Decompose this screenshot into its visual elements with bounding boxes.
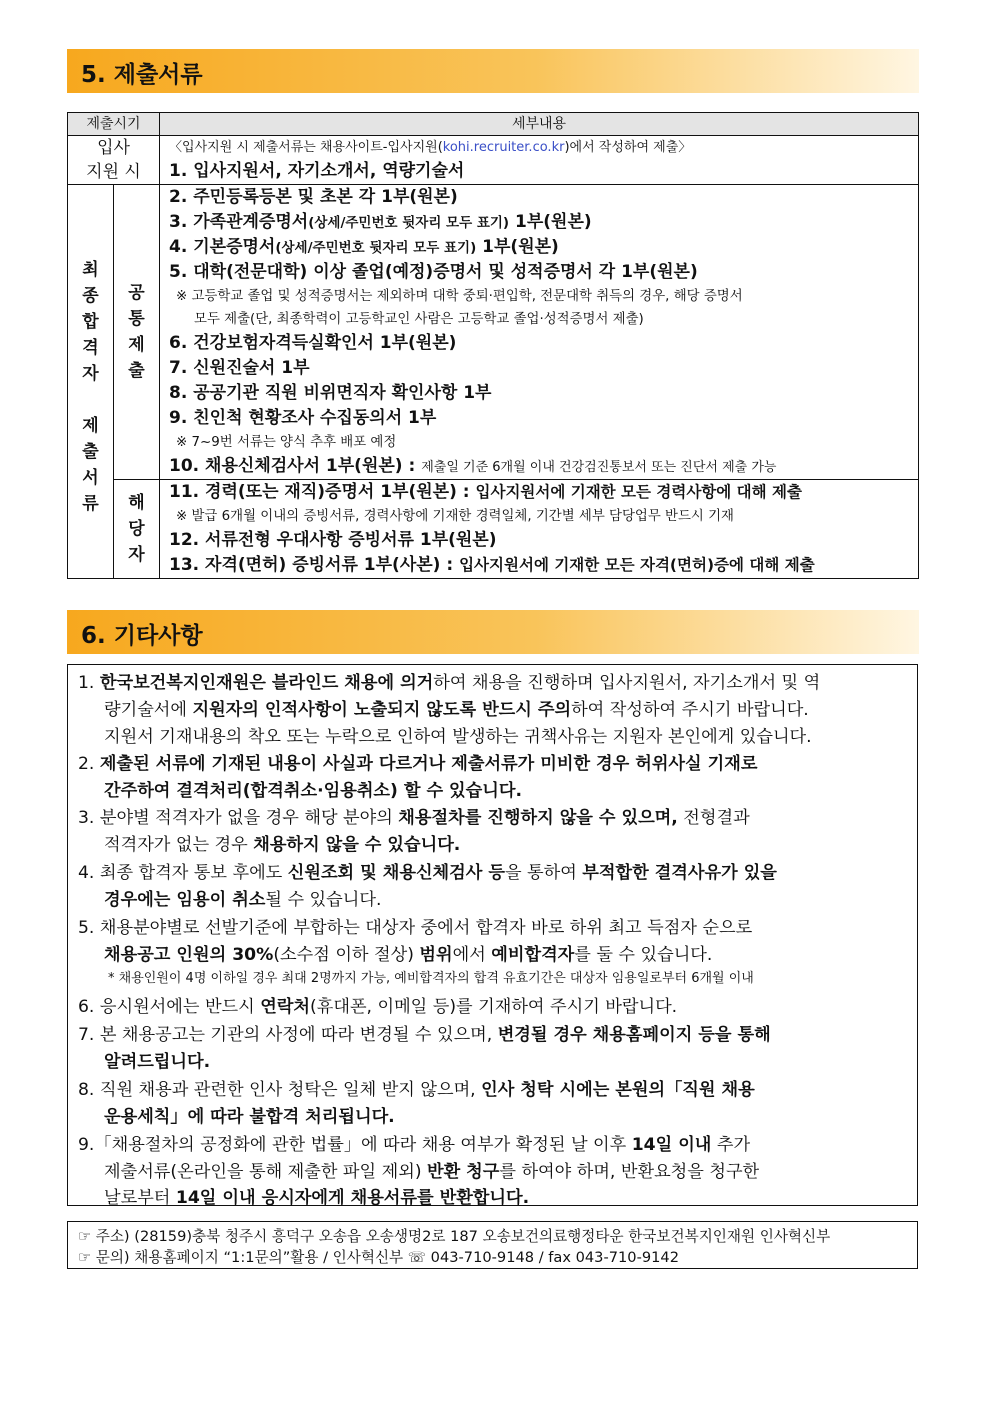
note-3-line1: 3. 분야별 적격자가 없을 경우 해당 분야의 채용절차를 진행하지 않을 수 있으며, 전형결과 bbox=[78, 808, 750, 828]
note-6: 6. 응시원서에는 반드시 연락처(휴대폰, 이메일 등)를 기재하여 주시기 바랍니다. bbox=[78, 997, 678, 1017]
header-submission-time: 제출시기 bbox=[68, 113, 160, 136]
applicable-items-cell bbox=[160, 480, 919, 579]
note-9-line2: 제출서류(온라인을 통해 제출한 파일 제외) 반환 청구를 하여야 하며, 반환요청을 청구한 bbox=[104, 1162, 760, 1182]
note-5-footnote: * 채용인원이 4명 이하일 경우 최대 2명까지 가능, 예비합격자의 합격 유효기간은 대상자 임용일로부터 6개월 이내 bbox=[108, 971, 754, 986]
common-label-c3: 출 bbox=[128, 361, 145, 381]
common-item-5-note2: 모두 제출(단, 최종학력이 고등학교인 사람은 고등학교 졸업·성적증명서 제출) bbox=[194, 312, 644, 327]
common-item-9-note: ※ 7~9번 서류는 양식 추후 배포 예정 bbox=[176, 435, 397, 450]
common-item-5-note1: ※ 고등학교 졸업 및 성적증명서는 제외하며 대학 중퇴·편입학, 전문대학 취득의 경우, 해당 증명서 bbox=[176, 289, 743, 304]
note-8-line2: 운용세칙」에 따라 불합격 처리됩니다. bbox=[104, 1107, 395, 1127]
common-label-c0: 공 bbox=[128, 283, 145, 303]
section6-title: 6. 기타사항 bbox=[81, 623, 203, 649]
note-9-line1: 9.「채용절차의 공정화에 관한 법률」에 따라 채용 여부가 확정된 날 이후 14일 이내 추가 bbox=[78, 1135, 751, 1155]
common-item-4: 4. 기본증명서(상세/주민번호 뒷자리 모두 표기) 1부(원본) bbox=[169, 237, 559, 257]
contact-footer-box bbox=[67, 1221, 918, 1269]
recruit-site-link[interactable]: kohi.recruiter.co.kr bbox=[442, 140, 565, 155]
final-label-c2: 합 bbox=[82, 311, 99, 332]
applicable-item-11: 11. 경력(또는 재직)증명서 1부(원본) : 입사지원서에 기재한 모든 경력사항에 대해 제출 bbox=[169, 482, 802, 502]
note-5-line2: 채용공고 인원의 30%(소수점 이하 절상) 범위에서 예비합격자를 둘 수 있습니다. bbox=[104, 945, 713, 965]
final-label-c0: 최 bbox=[82, 259, 99, 280]
note-3-line2: 적격자가 없는 경우 채용하지 않을 수 있습니다. bbox=[104, 835, 461, 855]
common-item-5: 5. 대학(전문대학) 이상 졸업(예정)증명서 및 성적증명서 각 1부(원본) bbox=[169, 262, 698, 282]
common-label-c2: 제 bbox=[128, 335, 145, 355]
note-9-line3: 날로부터 14일 이내 응시자에게 채용서류를 반환합니다. bbox=[104, 1188, 530, 1208]
submission-documents-table bbox=[67, 112, 919, 579]
table-header-row bbox=[68, 113, 919, 136]
section6-header bbox=[67, 610, 919, 654]
apply-details-cell bbox=[160, 136, 919, 185]
final-label-c1: 종 bbox=[82, 285, 99, 306]
note-5-line1: 5. 채용분야별로 선발기준에 부합하는 대상자 중에서 합격자 바로 하위 최고 득점자 순으로 bbox=[78, 918, 753, 938]
table-row-apply bbox=[68, 136, 919, 185]
common-items-cell bbox=[160, 185, 919, 480]
final-label-c3: 격 bbox=[82, 337, 99, 358]
common-item-10: 10. 채용신체검사서 1부(원본) : 제출일 기준 6개월 이내 건강검진통보서 또는 진단서 제출 가능 bbox=[169, 456, 777, 476]
footer-contact: ☞ 문의) 채용홈페이지 “1:1문의”활용 / 인사혁신부 ☏ 043-710-9148 / fax 043-710-9142 bbox=[78, 1249, 679, 1266]
final-label-c7: 출 bbox=[82, 441, 99, 462]
common-label-c1: 통 bbox=[128, 309, 145, 329]
common-item-2: 2. 주민등록등본 및 초본 각 1부(원본) bbox=[169, 187, 458, 207]
table-row-common bbox=[68, 185, 919, 480]
common-item-9: 9. 친인척 현황조사 수집동의서 1부 bbox=[169, 408, 437, 428]
final-label-c8: 서 bbox=[82, 467, 99, 488]
final-applicant-label-cell bbox=[68, 185, 114, 579]
apply-label-line1: 입사 bbox=[97, 138, 130, 158]
note-7-line2: 알려드립니다. bbox=[104, 1052, 211, 1072]
apply-item-1: 1. 입사지원서, 자기소개서, 역량기술서 bbox=[169, 161, 465, 181]
applicable-label-cell bbox=[114, 480, 160, 579]
final-label-c6: 제 bbox=[82, 415, 99, 436]
applicable-label-c0: 해 bbox=[128, 493, 145, 513]
note-4-line2: 경우에는 임용이 취소될 수 있습니다. bbox=[104, 890, 382, 910]
apply-label-cell bbox=[68, 136, 160, 185]
common-item-7: 7. 신원진술서 1부 bbox=[169, 358, 310, 378]
common-item-8: 8. 공공기관 직원 비위면직자 확인사항 1부 bbox=[169, 383, 492, 403]
common-item-6: 6. 건강보험자격득실확인서 1부(원본) bbox=[169, 333, 457, 353]
section5-title: 5. 제출서류 bbox=[81, 62, 203, 88]
note-4-line1: 4. 최종 합격자 통보 후에도 신원조회 및 채용신체검사 등을 통하여 부적합한 결격사유가 있을 bbox=[78, 863, 777, 883]
apply-label-line2: 지원 시 bbox=[86, 162, 141, 182]
table-row-applicable bbox=[68, 480, 919, 579]
common-label-cell bbox=[114, 185, 160, 480]
header-details: 세부내용 bbox=[160, 113, 919, 136]
apply-note: 〈입사지원 시 제출서류는 채용사이트-입사지원(kohi.recruiter.co.kr)에서 작성하여 제출〉 bbox=[169, 140, 692, 155]
final-label-c4: 자 bbox=[82, 363, 99, 384]
note-2-line1: 2. 제출된 서류에 기재된 내용이 사실과 다르거나 제출서류가 미비한 경우 허위사실 기재로 bbox=[78, 754, 758, 774]
common-item-3: 3. 가족관계증명서(상세/주민번호 뒷자리 모두 표기) 1부(원본) bbox=[169, 212, 592, 232]
section5-header bbox=[67, 49, 919, 93]
footer-address: ☞ 주소) (28159)충북 청주시 흥덕구 오송읍 오송생명2로 187 오송보건의료행정타운 한국보건복지인재원 인사혁신부 bbox=[78, 1228, 831, 1245]
other-notes-box bbox=[67, 664, 918, 1206]
note-1-line3: 지원서 기재내용의 착오 또는 누락으로 인하여 발생하는 귀책사유는 지원자 본인에게 있습니다. bbox=[104, 727, 812, 747]
applicable-label-c1: 당 bbox=[128, 519, 145, 539]
applicable-item-11-note: ※ 발급 6개월 이내의 증빙서류, 경력사항에 기재한 경력일체, 기간별 세부 담당업무 반드시 기재 bbox=[176, 509, 734, 524]
applicable-label-c2: 자 bbox=[128, 545, 145, 565]
note-1-line1: 1. 한국보건복지인재원은 블라인드 채용에 의거하여 채용을 진행하며 입사지원서, 자기소개서 및 역 bbox=[78, 673, 821, 693]
note-8-line1: 8. 직원 채용과 관련한 인사 청탁은 일체 받지 않으며, 인사 청탁 시에는 본원의「직원 채용 bbox=[78, 1080, 755, 1100]
final-label-c9: 류 bbox=[82, 493, 99, 514]
note-7-line1: 7. 본 채용공고는 기관의 사정에 따라 변경될 수 있으며, 변경될 경우 채용홈페이지 등을 통해 bbox=[78, 1025, 771, 1045]
applicable-item-12: 12. 서류전형 우대사항 증빙서류 1부(원본) bbox=[169, 530, 497, 550]
note-1-line2: 량기술서에 지원자의 인적사항이 노출되지 않도록 반드시 주의하여 작성하여 주시기 바랍니다. bbox=[104, 700, 809, 720]
applicable-item-13: 13. 자격(면허) 증빙서류 1부(사본) : 입사지원서에 기재한 모든 자격(면허)증에 대해 제출 bbox=[169, 555, 815, 575]
note-2-line2: 간주하여 결격처리(합격취소·임용취소) 할 수 있습니다. bbox=[104, 781, 522, 801]
